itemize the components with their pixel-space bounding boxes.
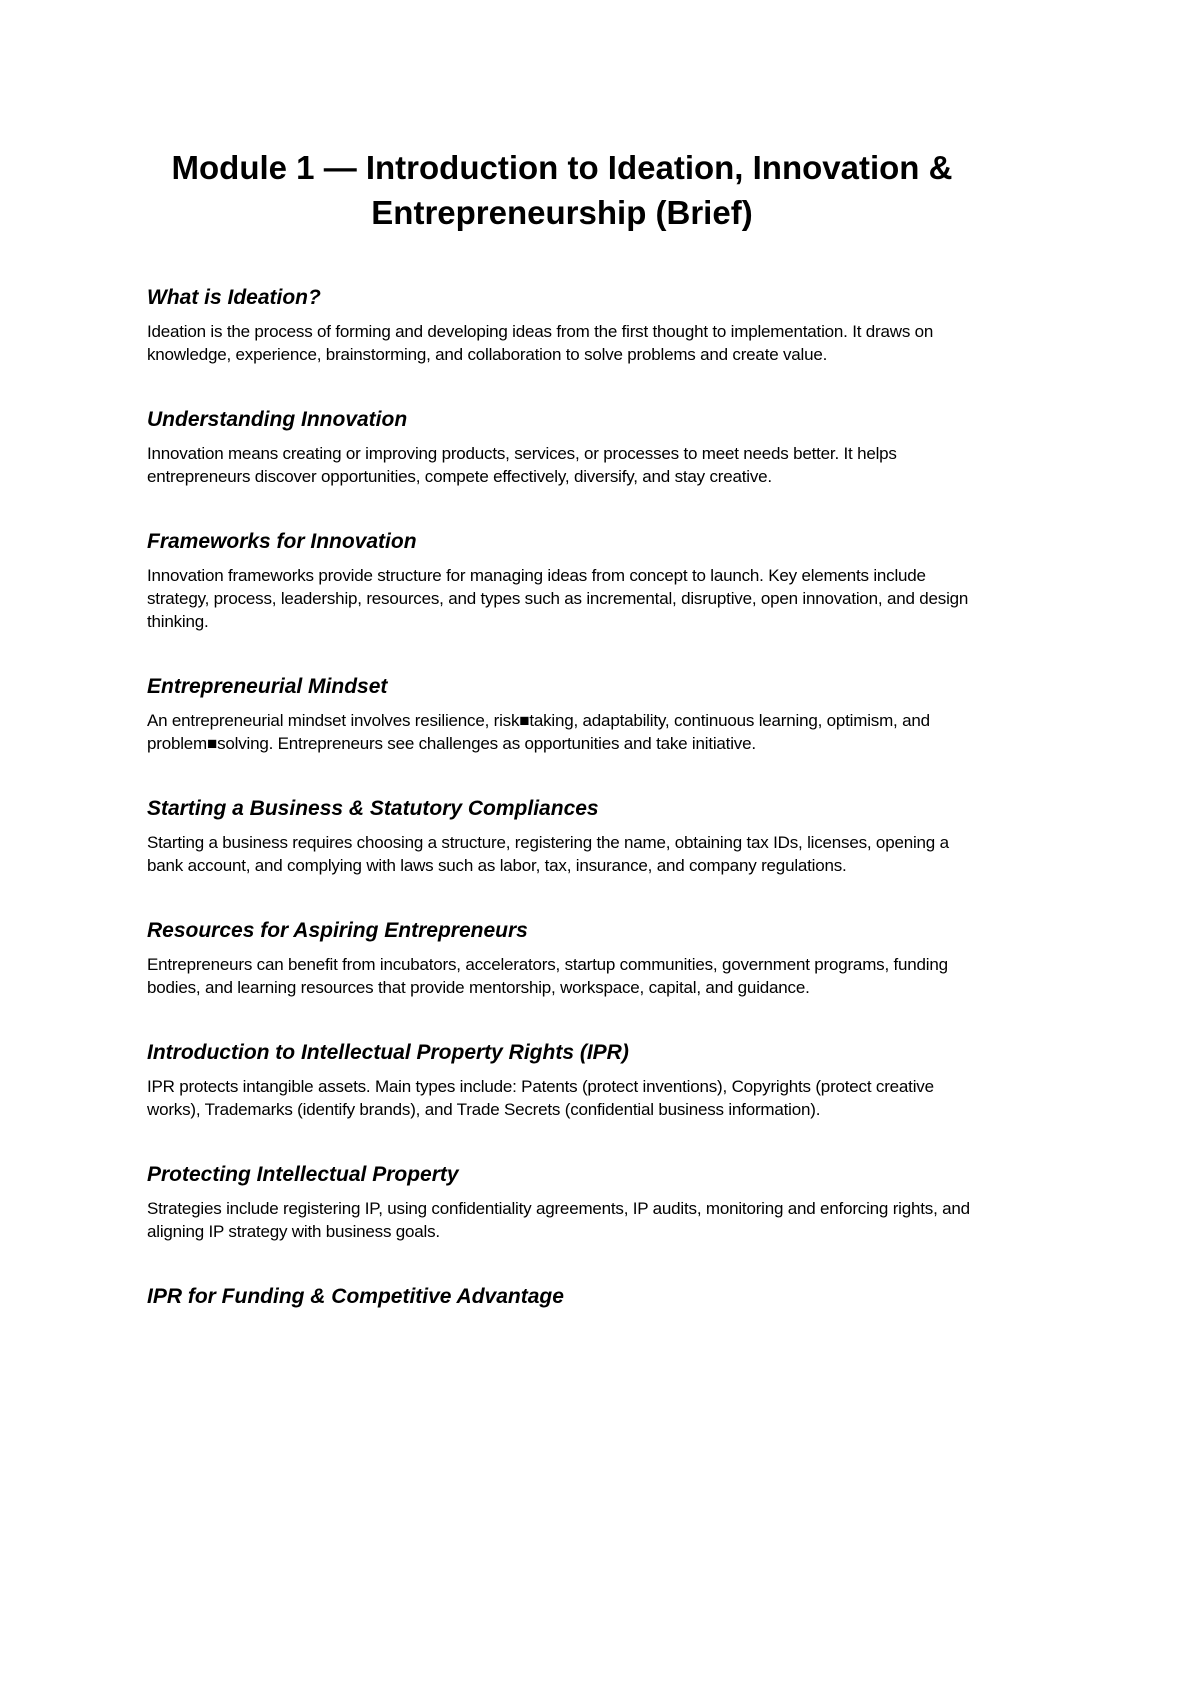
section-body: IPR protects intangible assets. Main types include: Patents (protect inventions), Copyrights (protect creative works), Trademarks (identify brands), and Trade Secrets (confidential business information). bbox=[147, 1077, 934, 1119]
page-title: Module 1 — Introduction to Ideation, Innovation & Entrepreneurship (Brief) bbox=[171, 149, 953, 231]
section-body: Innovation means creating or improving products, services, or processes to meet needs better. It helps entrepreneurs discover opportunities, compete effectively, diversify, and stay creative. bbox=[147, 444, 897, 486]
section-body: Entrepreneurs can benefit from incubators, accelerators, startup communities, government programs, funding bodies, and learning resources that provide mentorship, workspace, capital, and guidance. bbox=[147, 955, 948, 997]
section-heading: IPR for Funding & Competitive Advantage bbox=[147, 1285, 564, 1308]
section-heading: Protecting Intellectual Property bbox=[147, 1163, 459, 1186]
section-ipr-intro bbox=[147, 1041, 977, 1121]
section-body: Ideation is the process of forming and developing ideas from the first thought to implementation. It draws on knowledge, experience, brainstorming, and collaboration to solve problems and create value. bbox=[147, 322, 934, 364]
section-heading: Understanding Innovation bbox=[147, 408, 408, 431]
section-body: An entrepreneurial mindset involves resilience, risk■taking, adaptability, continuous learning, optimism, and problem■solving. Entrepreneurs see challenges as opportunities and take initiative. bbox=[147, 711, 930, 753]
section-ipr-funding bbox=[147, 1285, 977, 1309]
section-protecting-ip bbox=[147, 1163, 977, 1243]
section-heading: Starting a Business & Statutory Compliances bbox=[147, 797, 599, 820]
section-heading: Frameworks for Innovation bbox=[147, 530, 417, 553]
section-heading: Entrepreneurial Mindset bbox=[147, 675, 388, 698]
section-heading: Resources for Aspiring Entrepreneurs bbox=[147, 919, 528, 942]
section-innovation bbox=[147, 408, 977, 488]
section-body: Starting a business requires choosing a structure, registering the name, obtaining tax IDs, licenses, opening a bank account, and complying with laws such as labor, tax, insurance, and company regulations. bbox=[147, 833, 949, 875]
section-mindset bbox=[147, 675, 977, 755]
section-heading: What is Ideation? bbox=[147, 286, 321, 309]
section-frameworks bbox=[147, 530, 977, 633]
section-body: Strategies include registering IP, using confidentiality agreements, IP audits, monitoring and enforcing rights, and aligning IP strategy with business goals. bbox=[147, 1199, 970, 1241]
section-body: Innovation frameworks provide structure for managing ideas from concept to launch. Key elements include strategy, process, leadership, resources, and types such as incremental, disruptive, open innovation, and design thinking. bbox=[147, 566, 969, 631]
document-page bbox=[147, 145, 977, 1351]
section-resources bbox=[147, 919, 977, 999]
section-ideation bbox=[147, 286, 977, 366]
section-heading: Introduction to Intellectual Property Rights (IPR) bbox=[147, 1041, 629, 1064]
section-starting-business bbox=[147, 797, 977, 877]
